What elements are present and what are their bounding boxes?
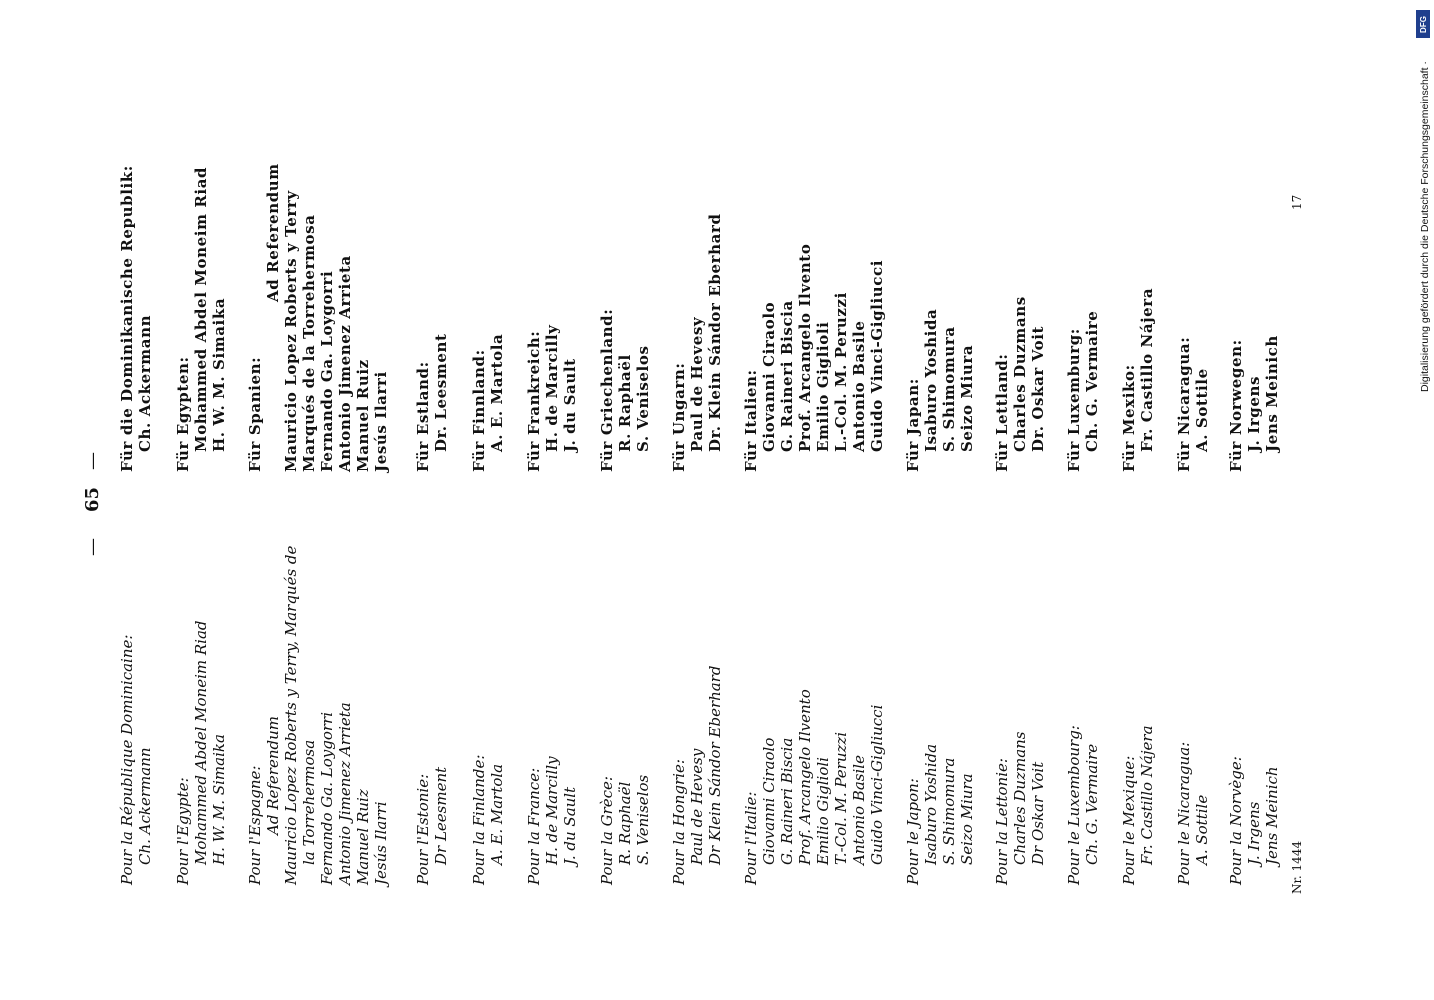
german-name: J. du Sault	[561, 358, 579, 452]
french-name: la Torrehermosa	[300, 739, 318, 865]
french-name: R. Raphaël	[616, 781, 634, 865]
french-name: G. Raineri Biscia	[778, 737, 796, 865]
french-name: Jesús Ilarri	[372, 801, 390, 885]
dfg-credit-line: Digitalisierung gefördert durch die Deutsche Forschungsgemeinschaft ·	[1419, 61, 1431, 392]
french-name: Dr Leesment	[432, 766, 450, 865]
german-name: Dr. Oskar Voit	[1029, 325, 1047, 452]
german-heading: Für Mexiko:	[1120, 364, 1138, 472]
german-name: G. Raineri Biscia	[778, 300, 796, 452]
french-name: Ad Referendum	[264, 716, 282, 835]
french-heading: Pour la France:	[525, 767, 543, 885]
dfg-logo: DFG	[1416, 10, 1430, 38]
french-heading: Pour la République Dominicaine:	[118, 634, 136, 885]
german-heading: Für Egypten:	[174, 356, 192, 472]
page-dash-bottom: —	[82, 538, 103, 556]
german-name: Dr. Klein Sándor Eberhard	[706, 213, 724, 452]
french-heading: Pour le Luxembourg:	[1065, 725, 1083, 885]
german-name: Ch. Ackermann	[136, 314, 154, 452]
german-name: Antonio Jimenez Arrieta	[336, 255, 354, 472]
page-number: 65	[82, 486, 103, 512]
german-name: A. Sottile	[1193, 368, 1211, 452]
french-name: A. E. Martola	[488, 763, 506, 865]
french-name: Dr Oskar Voit	[1029, 761, 1047, 865]
german-heading: Für Estland:	[414, 361, 432, 472]
french-heading: Pour l'Egypte:	[174, 777, 192, 885]
german-name: Charles Duzmans	[1011, 296, 1029, 452]
signature-mark: Nr. 1444	[1290, 840, 1304, 894]
french-name: H. de Marcilly	[543, 756, 561, 865]
german-name: J. Irgens	[1245, 375, 1263, 452]
french-heading: Pour le Japon:	[904, 778, 922, 885]
german-name: Ad Referendum	[264, 163, 282, 302]
sheet-number: 17	[1290, 194, 1304, 210]
german-name: Marqués de la Torrehermosa	[300, 214, 318, 472]
german-heading: Für Frankreich:	[525, 330, 543, 472]
french-name: T.-Col. M. Peruzzi	[832, 731, 850, 865]
german-name: H. W. M. Simaika	[210, 297, 228, 452]
page-dash-top: —	[82, 452, 103, 470]
french-heading: Pour le Mexique:	[1120, 755, 1138, 885]
french-heading: Pour la Norvège:	[1227, 756, 1245, 885]
french-name: Isaburo Yoshida	[922, 743, 940, 865]
german-name: Guido Vinci-Gigliucci	[868, 259, 886, 452]
german-name: Fr. Castillo Nájera	[1138, 287, 1156, 452]
french-heading: Pour le Nicaragua:	[1175, 741, 1193, 885]
german-heading: Für Italien:	[742, 369, 760, 472]
french-name: H. W. M. Simaika	[210, 734, 228, 865]
french-name: Ch. Ackermann	[136, 747, 154, 865]
french-name: Mauricio Lopez Roberts y Terry, Marqués de	[282, 545, 300, 885]
french-heading: Pour la Lettonie:	[993, 758, 1011, 885]
german-name: Isaburo Yoshida	[922, 308, 940, 452]
german-name: R. Raphaël	[616, 354, 634, 452]
german-heading: Für Lettland:	[993, 353, 1011, 472]
german-name: Jesús Ilarri	[372, 371, 390, 472]
german-name: Manuel Ruiz	[354, 359, 372, 472]
german-name: Emilio Giglioli	[814, 321, 832, 452]
german-name: S. Veniselos	[634, 345, 652, 452]
german-heading: Für die Dominikanische Republik:	[118, 165, 136, 472]
french-heading: Pour l'Espagne:	[246, 765, 264, 885]
french-name: J. Irgens	[1245, 801, 1263, 865]
french-name: S. Shimomura	[940, 757, 958, 865]
german-name: Dr. Leesment	[432, 333, 450, 452]
french-name: Paul de Hevesy	[688, 748, 706, 865]
french-heading: Pour l'Italie:	[742, 791, 760, 885]
french-name: Antonio Jimenez Arrieta	[336, 702, 354, 885]
french-name: Manuel Ruiz	[354, 789, 372, 885]
french-name: Guido Vinci-Gigliucci	[868, 704, 886, 865]
german-name: A. E. Martola	[488, 333, 506, 452]
german-heading: Für Nicaragua:	[1175, 336, 1193, 472]
french-name: Emilio Giglioli	[814, 757, 832, 865]
german-heading: Für Norwegen:	[1227, 339, 1245, 472]
french-name: Mohammed Abdel Moneim Riad	[192, 620, 210, 865]
german-name: Seizo Miura	[958, 344, 976, 452]
german-heading: Für Griechenland:	[598, 308, 616, 472]
french-name: Jens Meinich	[1263, 766, 1281, 865]
german-name: H. de Marcilly	[543, 324, 561, 452]
french-heading: Pour la Finlande:	[470, 754, 488, 885]
french-heading: Pour la Hongrie:	[670, 759, 688, 885]
french-name: Prof. Arcangelo Ilvento	[796, 689, 814, 865]
french-name: J. du Sault	[561, 786, 579, 865]
french-name: Giovanni Ciraolo	[760, 737, 778, 865]
german-heading: Für Japan:	[904, 378, 922, 472]
french-name: Charles Duzmans	[1011, 731, 1029, 865]
german-name: Antonio Basile	[850, 320, 868, 452]
german-name: Mohammed Abdel Moneim Riad	[192, 166, 210, 452]
french-name: Fr. Castillo Nájera	[1138, 725, 1156, 865]
german-name: Paul de Hevesy	[688, 316, 706, 452]
german-name: Mauricio Lopez Roberts y Terry	[282, 190, 300, 472]
french-name: Antonio Basile	[850, 755, 868, 865]
german-name: S. Shimomura	[940, 326, 958, 452]
german-heading: Für Luxemburg:	[1065, 328, 1083, 472]
german-heading: Für Ungarn:	[670, 362, 688, 472]
french-heading: Pour l'Estonie:	[414, 773, 432, 885]
german-name: Prof. Arcangelo Ilvento	[796, 243, 814, 452]
french-name: Dr Klein Sándor Eberhard	[706, 665, 724, 865]
french-name: S. Veniselos	[634, 774, 652, 865]
german-name: L.-Col. M. Peruzzi	[832, 292, 850, 452]
german-heading: Für Spanien:	[246, 356, 264, 472]
german-heading: Für Finnland:	[470, 349, 488, 472]
french-name: A. Sottile	[1193, 794, 1211, 865]
german-name: Jens Meinich	[1263, 335, 1281, 452]
french-name: Ch. G. Vermaire	[1083, 743, 1101, 865]
german-name: Ch. G. Vermaire	[1083, 310, 1101, 452]
german-name: Fernando Ga. Loygorri	[318, 270, 336, 472]
french-name: Seizo Miura	[958, 773, 976, 865]
german-name: Giovanni Ciraolo	[760, 301, 778, 452]
french-name: Fernando Ga. Loygorri	[318, 712, 336, 885]
french-heading: Pour la Grèce:	[598, 776, 616, 885]
